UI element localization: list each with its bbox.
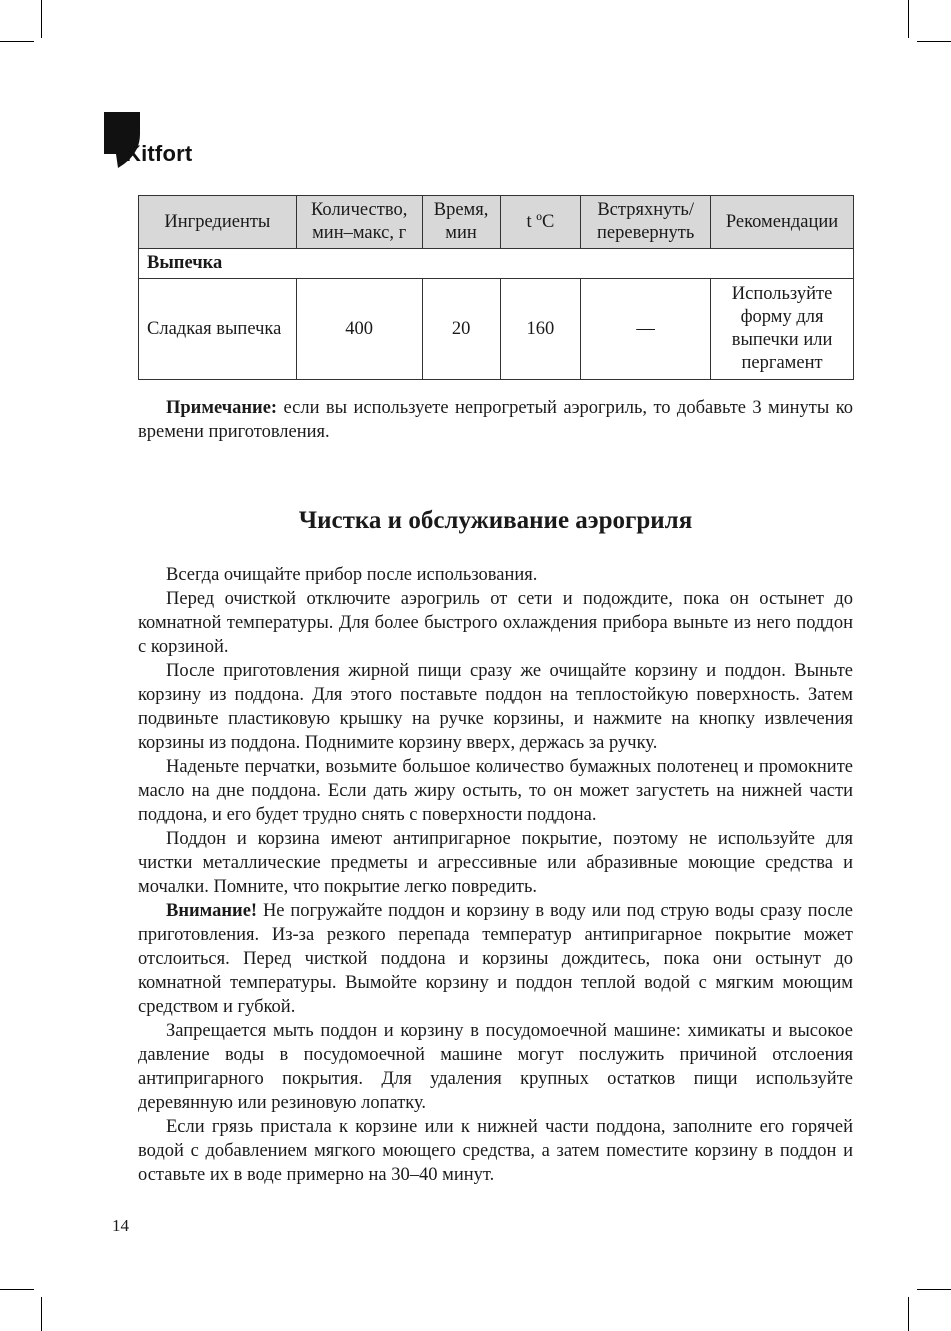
table-section-row: [139, 249, 854, 279]
crop-mark: [41, 1297, 42, 1331]
cell-temperature: 160: [500, 279, 581, 380]
note-text: если вы используете непрогретый аэрогриль, то добавьте 3 минуты ко времени приготовления.: [138, 398, 854, 442]
crop-mark: [908, 0, 909, 38]
cell-shake: —: [581, 279, 711, 380]
header-quantity: Количество, мин–макс, г: [296, 196, 422, 249]
crop-mark: [917, 1289, 951, 1290]
warning-paragraph: [138, 899, 853, 1019]
section-label: Выпечка: [139, 249, 854, 279]
table-header-row: [139, 196, 854, 249]
paragraph-4: Наденьте перчатки, возьмите большое количество бумажных полотенец и промокните масло на дне поддона. Если дать жиру остыть, то он может загустеть на нижней части поддона, и его будет трудно снять с поверхности поддона.: [138, 757, 853, 825]
header-shake: Встряхнуть/ перевернуть: [581, 196, 711, 249]
header-time: Время, мин: [422, 196, 500, 249]
header-ingredients: Ингредиенты: [139, 196, 297, 249]
crop-mark: [908, 1297, 909, 1331]
header-recommendations: Рекомендации: [711, 196, 854, 249]
cell-ingredient: Сладкая выпечка: [139, 279, 297, 380]
note-label: Примечание:: [166, 398, 278, 418]
paragraph-8: Если грязь пристала к корзине или к нижней части поддона, заполните его горячей водой с добавлением мягкого моющего средства, а затем поместите корзину в поддон и оставьте их в воде примерно на 30–40 минут.: [138, 1117, 853, 1185]
cooking-table: [138, 195, 854, 380]
section-title: Чистка и обслуживание аэрогриля: [298, 507, 693, 534]
warning-label: Внимание!: [166, 901, 258, 921]
cell-recommendation: Используйте форму для выпечки или пергамент: [711, 279, 854, 380]
warning-text: Не погружайте поддон и корзину в воду или под струю воды сразу после приготовления. Из-за резкого перепада температур антипригарное покрытие может отслоиться. Перед чисткой поддона и корзины дождитесь, пока они остынут до комнатной температуры. Вымойте корзину и поддон теплой водой с мягким моющим средством и губкой.: [138, 901, 853, 1017]
brand-name: Kitfort: [125, 141, 193, 166]
paragraph-1: Всегда очищайте прибор после использования.: [166, 565, 538, 585]
page-number: 14: [112, 1216, 129, 1235]
paragraph-3: После приготовления жирной пищи сразу же очищайте корзину и поддон. Выньте корзину из поддона. Для этого поставьте поддон на теплостойкую поверхность. Затем подвиньте пластиковую крышку на ручке корзины, и нажмите на кнопку извлечения корзины из поддона. Поднимите корзину вверх, держась за ручку.: [138, 661, 853, 753]
paragraph-7: Запрещается мыть поддон и корзину в посудомоечной машине: химикаты и высокое давление воды в посудомоечной машине могут послужить причиной отслоения антипригарного покрытия. Для удаления крупных остатков пищи используйте деревянную или резиновую лопатку.: [138, 1021, 853, 1113]
header-temperature: t ºC: [500, 196, 581, 249]
table-row: [139, 279, 854, 380]
crop-mark: [0, 1289, 34, 1290]
crop-mark: [917, 41, 951, 42]
cell-quantity: 400: [296, 279, 422, 380]
paragraph-5: Поддон и корзина имеют антипригарное покрытие, поэтому не используйте для чистки металлические предметы и агрессивные или абразивные моющие средства и мочалки. Помните, что покрытие легко повредить.: [138, 829, 853, 897]
paragraph-2: Перед очисткой отключите аэрогриль от сети и подождите, пока он остынет до комнатной температуры. Для более быстрого охлаждения прибора выньте из него поддон с корзиной.: [138, 589, 853, 657]
cell-time: 20: [422, 279, 500, 380]
note-paragraph: [138, 396, 853, 444]
crop-mark: [0, 41, 34, 42]
crop-mark: [41, 0, 42, 38]
